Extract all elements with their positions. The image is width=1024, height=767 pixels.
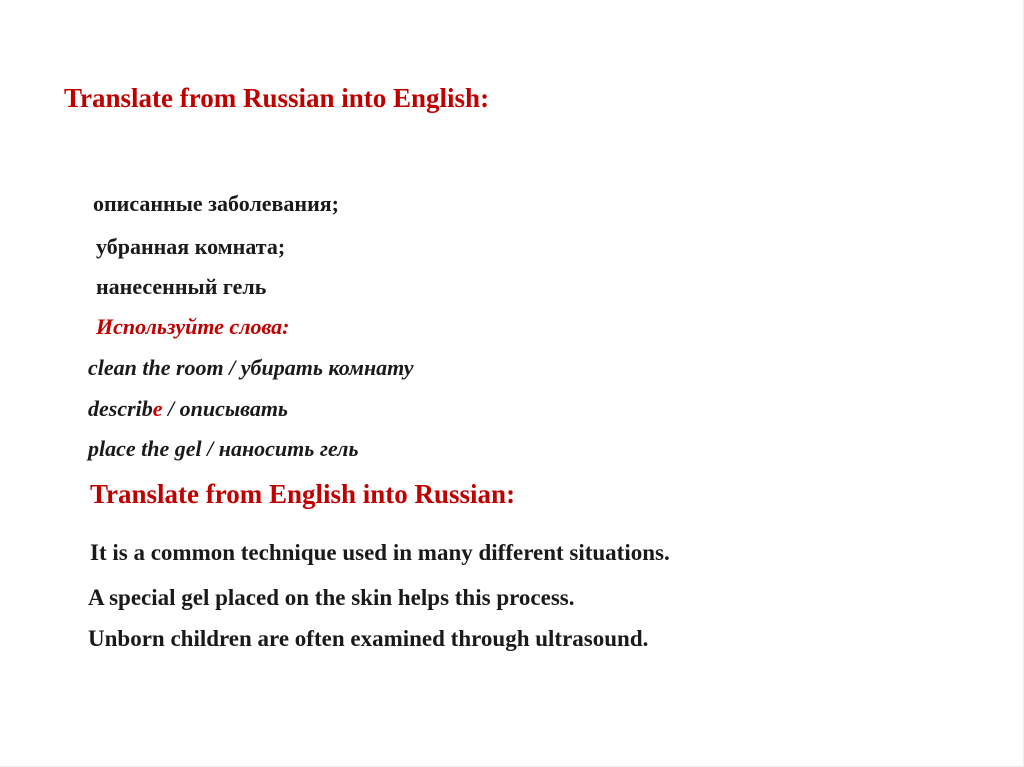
- english-sentence-3: Unborn children are often examined through ultrasound.: [88, 626, 649, 651]
- russian-phrase-2: убранная комната;: [96, 234, 286, 259]
- vocabulary-describe-prefix: describ: [88, 396, 153, 421]
- use-words-label: Используйте слова:: [96, 314, 290, 339]
- vocabulary-clean: clean the room / убирать комнату: [88, 355, 414, 380]
- heading-russian-to-english: Translate from Russian into English:: [64, 83, 490, 113]
- russian-phrase-1: описанные заболевания;: [93, 191, 340, 216]
- vocabulary-gel: place the gel / наносить гель: [88, 436, 359, 461]
- english-sentence-1: It is a common technique used in many different situations.: [90, 540, 670, 565]
- vocabulary-describe-highlight: e: [152, 396, 163, 421]
- heading-english-to-russian: Translate from English into Russian:: [90, 479, 516, 509]
- russian-phrase-3: нанесенный гель: [96, 274, 267, 299]
- english-sentence-2: A special gel placed on the skin helps this process.: [88, 585, 575, 610]
- vocabulary-describe: [88, 398, 288, 420]
- vocabulary-describe-suffix: / описывать: [162, 396, 288, 421]
